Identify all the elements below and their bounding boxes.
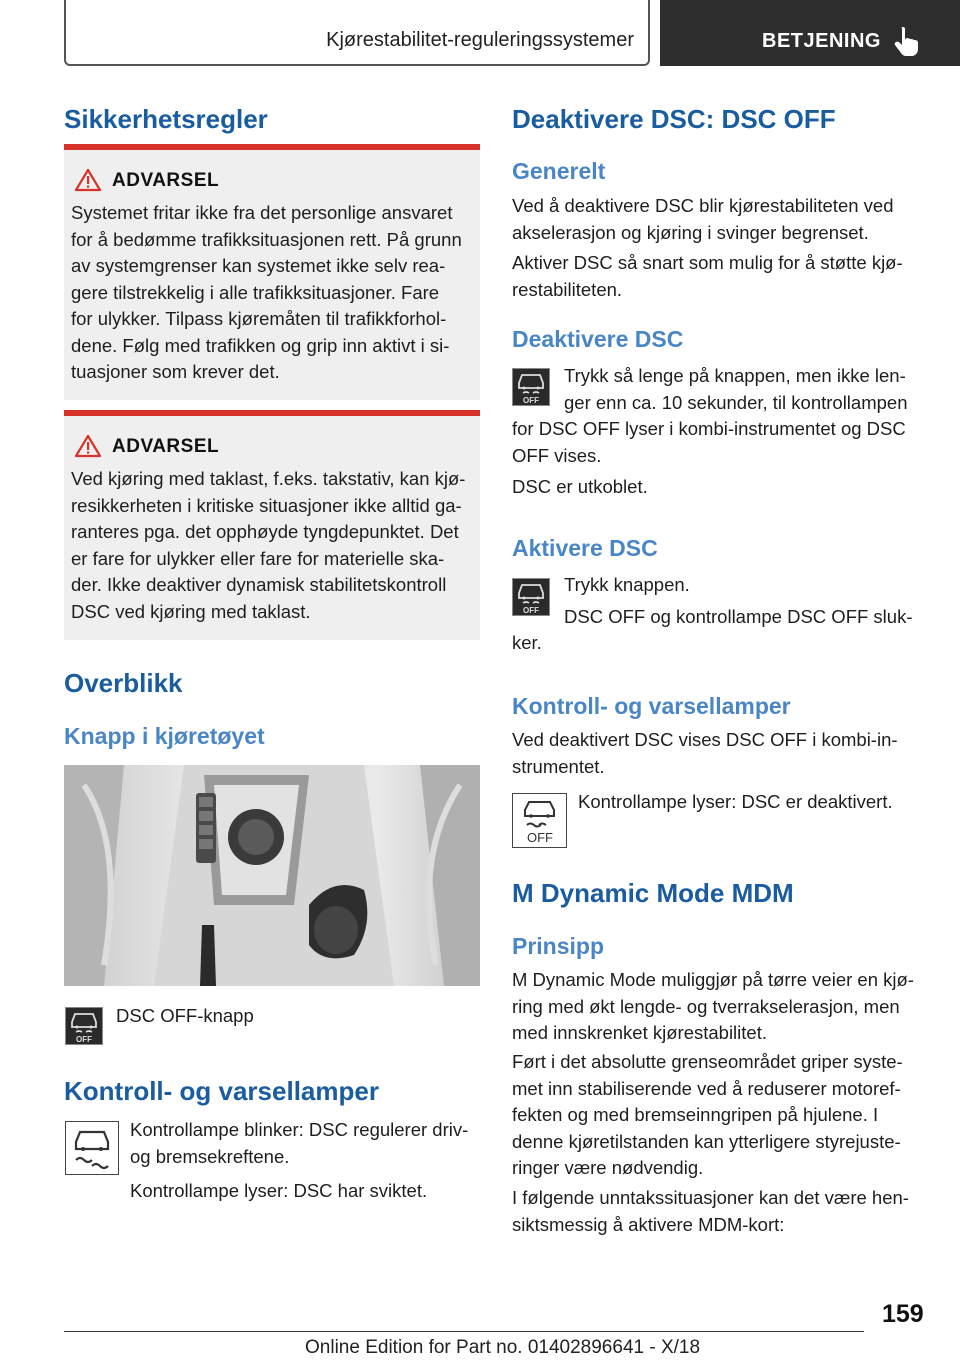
- principle-line: siktsmessig å aktivere MDM-kort:: [512, 1213, 785, 1235]
- header-chapter-label: BETJENING: [762, 30, 881, 52]
- general-line: restabiliteten.: [512, 278, 623, 300]
- dsc-off-lamp-icon: [512, 793, 567, 848]
- lamp-line: og bremsekreftene.: [130, 1145, 290, 1167]
- warning1-line: gere tilstrekkelig i alle trafikksituasjoner. Fare: [71, 281, 440, 303]
- warning2-line: resikkerheten i kritiske situasjoner ikke alltid ga-: [71, 494, 462, 516]
- warning1-line: Systemet fritar ikke fra det personlige ansvaret: [71, 202, 453, 223]
- principle-line: Ført i det absolutte grenseområdet griper syste-: [512, 1051, 903, 1072]
- deactivate-line: for DSC OFF lyser i kombi-instrumentet og DSC: [512, 418, 906, 439]
- warning-title-2: ADVARSEL: [112, 436, 220, 457]
- warning1-line: tuasjoner som krever det.: [71, 361, 280, 382]
- subheading-activate-dsc: Aktivere DSC: [512, 535, 658, 561]
- deactivate-line: ger enn ca. 10 sekunder, til kontrollampen: [564, 391, 908, 413]
- heading-overview: Overblikk: [64, 668, 183, 698]
- warning-text-1: [71, 200, 476, 386]
- principle-line: met inn stabiliserende ved å reduserer motoref-: [512, 1077, 901, 1099]
- warning-text-2: [71, 466, 476, 625]
- pointing-hand-icon: [893, 26, 919, 56]
- lamps-paragraph-right: [512, 727, 898, 780]
- principle-line: M Dynamic Mode muliggjør på tørre veier en kjø-: [512, 969, 914, 990]
- lamp-line: Kontrollampe blinker: DSC regulerer driv-: [130, 1119, 469, 1140]
- activate-line: Trykk knappen.: [564, 574, 690, 595]
- activate-text: [512, 572, 926, 657]
- activate-line: DSC OFF og kontrollampe DSC OFF sluk-: [564, 605, 913, 627]
- heading-control-lamps-left: Kontroll- og varsellamper: [64, 1076, 379, 1106]
- principle-line: ringer være nødvendig.: [512, 1157, 704, 1178]
- activate-line: ker.: [512, 632, 542, 653]
- deactivate-done: DSC er utkoblet.: [512, 476, 648, 497]
- principle-line: med innskrenket kjørestabilitet.: [512, 1022, 767, 1043]
- center-console-photo: [64, 765, 480, 986]
- general-line: Ved å deaktivere DSC blir kjørestabiliteten ved: [512, 195, 894, 216]
- dsc-off-button-icon: [65, 1007, 103, 1045]
- subheading-deactivate-dsc: Deaktivere DSC: [512, 326, 684, 352]
- warning2-line: DSC ved kjøring med taklast.: [71, 600, 311, 622]
- warning2-line: der. Ikke deaktiver dynamisk stabilitetskontroll: [71, 574, 447, 595]
- warning-box-2: [64, 410, 480, 640]
- header-section-title: Kjørestabilitet-reguleringssystemer: [326, 29, 634, 51]
- warning-triangle-icon: [74, 168, 102, 192]
- general-paragraph-1: [512, 193, 894, 246]
- subheading-control-lamps-right: Kontroll- og varsellamper: [512, 693, 791, 719]
- lamps-line: Ved deaktivert DSC vises DSC OFF i kombi-in-: [512, 729, 898, 750]
- warning2-line: Ved kjøring med taklast, f.eks. takstativ, kan kjø-: [71, 468, 466, 489]
- principle-line: fekten og med bremseinngripen på hjulene. I: [512, 1104, 879, 1125]
- warning-triangle-icon: [74, 434, 102, 458]
- svg-text:OFF: OFF: [76, 1035, 92, 1044]
- dsc-warning-lamp-icon: [65, 1121, 119, 1175]
- general-paragraph-2: [512, 250, 903, 303]
- footer-divider: [64, 1331, 864, 1332]
- lamp-line: Kontrollampe lyser: DSC har sviktet.: [130, 1180, 428, 1201]
- deactivate-text: [512, 363, 926, 469]
- heading-m-dynamic-mode: M Dynamic Mode MDM: [512, 878, 794, 908]
- lamp-text-left: [130, 1117, 468, 1205]
- heading-deactivate-dsc-off: Deaktivere DSC: DSC OFF: [512, 104, 836, 134]
- warning-title-1: ADVARSEL: [112, 170, 220, 191]
- page-number: 159: [882, 1300, 924, 1328]
- deactivate-line: OFF vises.: [512, 444, 602, 466]
- principle-paragraph-2: [512, 1049, 903, 1182]
- deactivate-line: Trykk så lenge på knappen, men ikke len-: [564, 365, 906, 386]
- lamp-text-right: Kontrollampe lyser: DSC er deaktivert.: [578, 791, 893, 812]
- warning1-line: for å bedømme trafikksituasjonen rett. På grunn: [71, 228, 462, 250]
- footer-edition-text: Online Edition for Part no. 01402896641 - X/18: [305, 1337, 701, 1358]
- header-section-box: [64, 0, 650, 66]
- svg-text:OFF: OFF: [523, 606, 539, 615]
- principle-line: denne kjøretilstanden kan ytterligere styrejuste-: [512, 1130, 901, 1152]
- svg-text:OFF: OFF: [527, 830, 553, 845]
- heading-safety: Sikkerhetsregler: [64, 104, 268, 134]
- subheading-principle: Prinsipp: [512, 933, 605, 959]
- dsc-off-button-caption: DSC OFF-knapp: [116, 1005, 254, 1026]
- subheading-general: Generelt: [512, 158, 606, 184]
- svg-text:OFF: OFF: [523, 396, 539, 405]
- principle-paragraph-1: [512, 967, 914, 1047]
- warning1-line: for ulykker. Tilpass kjøremåten til trafikkforhol-: [71, 308, 447, 329]
- warning-box-1: [64, 144, 480, 400]
- principle-paragraph-3: [512, 1185, 909, 1238]
- general-line: Aktiver DSC så snart som mulig for å støtte kjø-: [512, 252, 903, 273]
- lamps-line: strumentet.: [512, 755, 605, 777]
- general-line: akselerasjon og kjøring i svinger begrenset.: [512, 221, 869, 243]
- warning1-line: dene. Følg med trafikken og grip inn aktivt i si-: [71, 334, 450, 356]
- principle-line: ring med økt lengde- og tverrakselerasjon, men: [512, 995, 900, 1017]
- principle-line: I følgende unntakssituasjoner kan det være hen-: [512, 1187, 909, 1208]
- warning1-line: av systemgrenser kan systemet ikke selv rea-: [71, 255, 446, 276]
- warning2-line: ranteres pga. det opphøyde tyngdepunktet. Det: [71, 521, 459, 542]
- console-illustration: [64, 765, 480, 986]
- subheading-button-in-vehicle: Knapp i kjøretøyet: [64, 723, 265, 749]
- warning2-line: er fare for ulykker eller fare for materielle ska-: [71, 547, 445, 569]
